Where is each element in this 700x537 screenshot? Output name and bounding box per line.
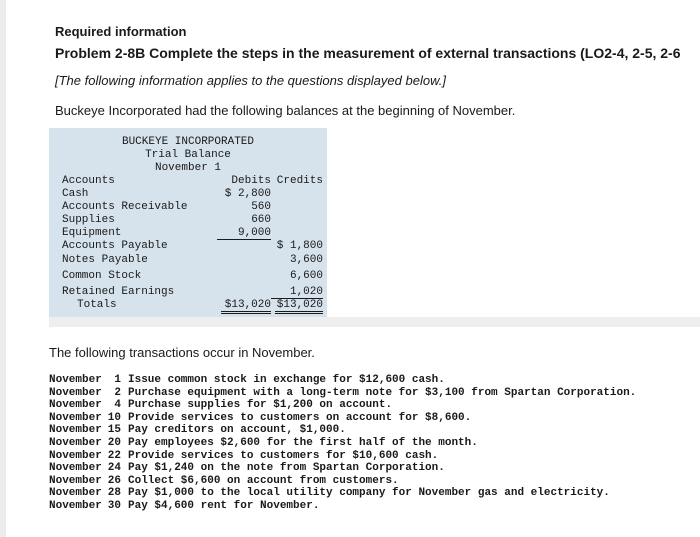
account-name: Supplies xyxy=(62,214,115,226)
transaction-month: November xyxy=(49,424,102,437)
instruction-note: [The following information applies to the questions displayed below.] xyxy=(55,73,446,88)
transaction-description: Collect $6,600 on account from customers. xyxy=(128,474,399,487)
transaction-description: Pay creditors on account, $1,000. xyxy=(128,424,346,437)
transaction-description: Provide services to customers for $10,600 cash. xyxy=(128,449,439,462)
transaction-day: 10 xyxy=(107,411,121,424)
debit-amount: 9,000 xyxy=(217,227,271,240)
credit-amount: $ 1,800 xyxy=(276,240,323,252)
problem-title: Problem 2-8B Complete the steps in the measurement of external transactions (LO2-4, 2-5, 2-6 xyxy=(55,45,681,61)
transaction-month: November xyxy=(49,500,102,512)
credit-amount: 3,600 xyxy=(289,254,323,266)
transaction-month: November xyxy=(49,374,102,386)
transaction-month: November xyxy=(49,399,102,412)
transaction-description: Purchase supplies for $1,200 on account. xyxy=(128,399,393,412)
transaction-day: 28 xyxy=(107,487,121,500)
transaction-month: November xyxy=(49,437,102,449)
transaction-month: November xyxy=(49,474,102,487)
transaction-day: 15 xyxy=(107,424,121,437)
table-shadow-divider xyxy=(49,317,700,327)
transaction-description: Pay $4,600 rent for November. xyxy=(128,500,320,512)
transaction-month: November xyxy=(49,462,102,475)
transaction-description: Pay $1,240 on the note from Spartan Corporation. xyxy=(128,462,445,475)
debit-amount: 560 xyxy=(251,201,271,213)
column-header-debits: Debits xyxy=(231,175,271,187)
transaction-day: 1 xyxy=(114,374,121,386)
transaction-day: 24 xyxy=(107,462,121,475)
intro-text: Buckeye Incorporated had the following balances at the beginning of November. xyxy=(55,103,516,118)
transaction-description: Pay employees $2,600 for the first half of the month. xyxy=(128,437,478,449)
account-name: Accounts Payable xyxy=(62,240,168,252)
debit-amount: $ 2,800 xyxy=(224,188,271,200)
totals-label: Totals xyxy=(77,299,117,311)
required-information-label: Required information xyxy=(55,24,187,39)
transaction-day: 20 xyxy=(107,437,121,449)
transaction-day: 26 xyxy=(107,474,121,487)
total-credits: $13,020 xyxy=(275,299,323,314)
account-name: Common Stock xyxy=(62,270,142,282)
column-header-accounts: Accounts xyxy=(62,175,115,187)
account-name: Equipment xyxy=(62,227,122,239)
trial-balance-date: November 1 xyxy=(154,162,221,174)
transaction-day: 30 xyxy=(107,500,121,512)
account-name: Retained Earnings xyxy=(62,286,175,298)
transaction-description: Provide services to customers on account for $8,600. xyxy=(128,411,472,424)
transaction-description: Issue common stock in exchange for $12,600 cash. xyxy=(128,374,445,386)
account-name: Accounts Receivable xyxy=(62,201,188,213)
credit-amount: 1,020 xyxy=(271,286,323,299)
transaction-month: November xyxy=(49,386,102,399)
column-header-credits: Credits xyxy=(276,175,323,187)
transaction-month: November xyxy=(49,449,102,462)
trial-balance-company: BUCKEYE INCORPORATED xyxy=(121,136,255,148)
transaction-description: Purchase equipment with a long-term note for $3,100 from Spartan Corporation. xyxy=(128,386,637,399)
trial-balance-title: Trial Balance xyxy=(145,149,231,161)
transaction-day: 4 xyxy=(114,399,121,412)
debit-amount: 660 xyxy=(251,214,271,226)
transactions-heading: The following transactions occur in November. xyxy=(49,345,315,360)
trial-balance-table xyxy=(49,128,327,317)
transaction-day: 22 xyxy=(107,449,121,462)
credit-amount: 6,600 xyxy=(289,270,323,282)
transaction-description: Pay $1,000 to the local utility company for November gas and electricity. xyxy=(128,487,610,500)
transaction-month: November xyxy=(49,487,102,500)
transaction-month: November xyxy=(49,411,102,424)
account-name: Notes Payable xyxy=(62,254,148,266)
total-debits: $13,020 xyxy=(221,299,271,314)
transaction-day: 2 xyxy=(114,386,121,399)
account-name: Cash xyxy=(62,188,89,200)
